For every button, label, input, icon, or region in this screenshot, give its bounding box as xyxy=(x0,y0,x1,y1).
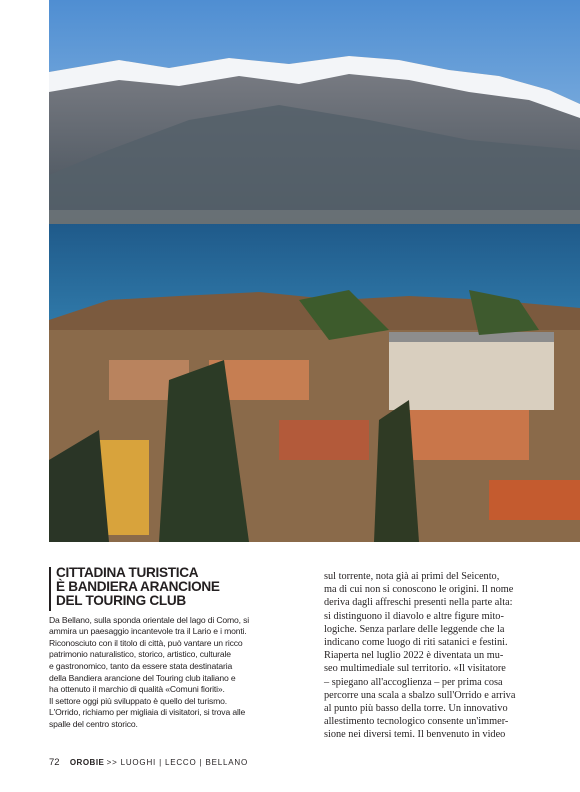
sidebar-text-line: Da Bellano, sulla sponda orientale del lago di Como, si xyxy=(49,614,250,625)
sidebar-title-line: CITTADINA TURISTICA xyxy=(56,565,199,580)
sidebar-text-line: e gastronomico, tanto da essere stata destinataria xyxy=(49,660,233,671)
sidebar-title xyxy=(49,566,282,609)
sidebar-text-line: Riconosciuto con il titolo di città, può vantare un ricco xyxy=(49,637,243,648)
magazine-name: OROBIE xyxy=(69,758,105,767)
sidebar-text-line: della Bandiera arancione del Touring club italiano e xyxy=(49,672,236,683)
article-line: al punto più basso della torre. Un innovativo xyxy=(324,703,508,715)
page-number: 72 xyxy=(49,757,60,768)
article-line: ma di cui non si conoscono le origini. Il nome xyxy=(324,584,514,596)
article-line: sul torrente, nota già ai primi del Seicento, xyxy=(324,571,500,582)
article-body-column xyxy=(324,570,531,742)
sidebar-accent-rule xyxy=(49,567,51,611)
article-line: indicano come luogo di riti satanici e festini. xyxy=(324,637,508,649)
article-line: deriva dagli affreschi presenti nella parte alta: xyxy=(324,597,513,609)
page-footer xyxy=(49,757,248,769)
sidebar-box xyxy=(49,566,282,731)
article-line: percorre una scala a sbalzo sull'Orrido e arriva xyxy=(324,689,516,701)
article-line: allestimento tecnologico consente un'immer- xyxy=(324,716,509,728)
sidebar-text-line: L'Orrido, richiamo per migliaia di visitatori, si trova alle xyxy=(49,707,246,718)
article-line: sione nei diversi temi. Il benvenuto in video xyxy=(324,729,506,741)
article-line: seo multimediale sul territorio. «Il visitatore xyxy=(324,663,506,675)
photo-illustration xyxy=(49,0,580,542)
article-line: logiche. Senza parlare delle leggende che la xyxy=(324,623,505,635)
lake-town-photo xyxy=(49,0,580,542)
section-breadcrumb: >> LUOGHI | LECCO | BELLANO xyxy=(106,758,248,767)
article-line: Riaperta nel luglio 2022 è diventata un mu- xyxy=(324,650,504,662)
article-line: – spiegano all'accoglienza – per prima cosa xyxy=(324,676,503,688)
sidebar-title-line: DEL TOURING CLUB xyxy=(56,593,186,609)
sidebar-title-line: È BANDIERA ARANCIONE xyxy=(56,579,220,595)
sidebar-text xyxy=(49,615,282,731)
article-line: si distinguono il diavolo e altre figure mito- xyxy=(324,610,504,622)
sidebar-text-line: ammira un paesaggio incantevole tra il Lario e i monti. xyxy=(49,626,247,637)
sidebar-text-line: ha ottenuto il marchio di qualità «Comuni fioriti». xyxy=(49,684,225,695)
sidebar-text-line: patrimonio naturalistico, storico, artistico, culturale xyxy=(49,649,231,660)
sidebar-text-line: spalle del centro storico. xyxy=(49,718,138,729)
sidebar-text-line: Il settore oggi più sviluppato è quello del turismo. xyxy=(49,695,228,706)
